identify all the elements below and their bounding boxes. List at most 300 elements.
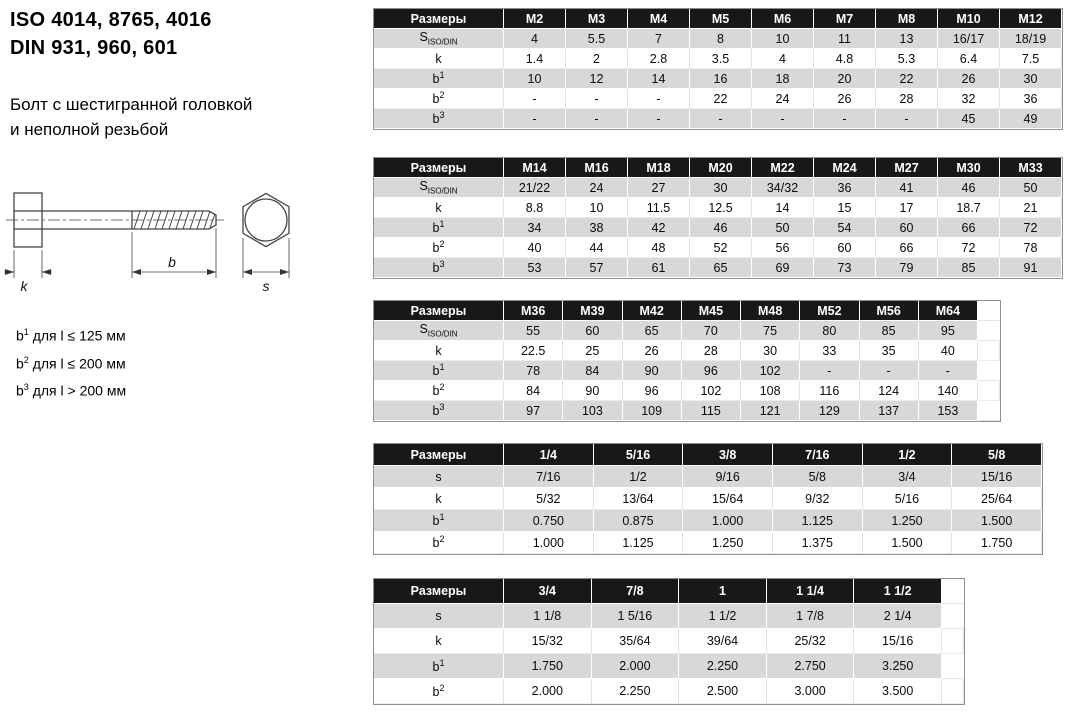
value-cell: 5.5 [566, 29, 628, 49]
value-cell: 40 [504, 238, 566, 258]
value-cell: 35 [860, 341, 919, 361]
bolt-technical-drawing [4, 184, 314, 298]
value-cell: 75 [741, 321, 800, 341]
value-cell: 44 [566, 238, 628, 258]
value-cell: 8.8 [504, 198, 566, 218]
value-cell: 11.5 [628, 198, 690, 218]
col-header-M64: M64 [919, 301, 978, 321]
empty-cell [942, 629, 964, 654]
value-cell: 3.5 [690, 49, 752, 69]
value-cell: 1.000 [504, 532, 594, 554]
table-row-b1 [374, 510, 1042, 532]
value-cell: 124 [860, 381, 919, 401]
table-row-b2 [374, 532, 1042, 554]
value-cell: 15/16 [854, 629, 942, 654]
table-row-b2 [374, 679, 964, 704]
value-cell: 1.000 [683, 510, 773, 532]
value-cell: 2.500 [679, 679, 767, 704]
value-cell: 46 [690, 218, 752, 238]
table-row-b1 [374, 69, 1062, 89]
row-label: $b^3$ [374, 401, 504, 421]
note-b1-text: для l ≤ 125 мм [28, 327, 126, 344]
value-cell: 50 [1000, 178, 1062, 198]
value-cell: 66 [938, 218, 1000, 238]
iso-standards-line: ISO 4014, 8765, 4016 [10, 9, 212, 31]
value-cell: 16/17 [938, 29, 1000, 49]
value-cell: 1.750 [952, 532, 1042, 554]
value-cell: 22 [876, 69, 938, 89]
value-cell: 12.5 [690, 198, 752, 218]
col-header-M33: M33 [1000, 158, 1062, 178]
description-line-2: и неполной резьбой [10, 120, 169, 139]
col-header-1-4: 1/4 [504, 444, 594, 466]
value-cell: 2.250 [592, 679, 680, 704]
value-cell: 25 [563, 341, 622, 361]
value-cell: 8 [690, 29, 752, 49]
col-header-M6: M6 [752, 9, 814, 29]
dimension-labels [21, 254, 270, 294]
note-b3 [16, 375, 126, 403]
value-cell: 30 [741, 341, 800, 361]
col-header-1-2: 1/2 [863, 444, 953, 466]
din-standards-line: DIN 931, 960, 601 [10, 37, 178, 59]
description-line-1: Болт с шестигранной головкой [10, 95, 253, 114]
col-header-M8: M8 [876, 9, 938, 29]
row-label: $b^3$ [374, 258, 504, 278]
table-row-s [374, 466, 1042, 488]
value-cell: 73 [814, 258, 876, 278]
value-cell: 46 [938, 178, 1000, 198]
value-cell: 91 [1000, 258, 1062, 278]
value-cell: 78 [504, 361, 563, 381]
value-cell: 2.000 [592, 654, 680, 679]
dim-label-s: s [262, 278, 270, 294]
row-label: k [374, 341, 504, 361]
col-header-sizes: Размеры [374, 158, 504, 178]
value-cell: 15 [814, 198, 876, 218]
value-cell: 35/64 [592, 629, 680, 654]
col-header-sizes: Размеры [374, 444, 504, 466]
row-label: s [374, 604, 504, 629]
value-cell: 18.7 [938, 198, 1000, 218]
note-b2 [16, 348, 126, 376]
row-label: $b^1$ [374, 218, 504, 238]
table-row-S [374, 29, 1062, 49]
empty-cell [978, 321, 1000, 341]
value-cell: 39/64 [679, 629, 767, 654]
value-cell: 85 [860, 321, 919, 341]
value-cell: 33 [800, 341, 859, 361]
value-cell: 0.750 [504, 510, 594, 532]
table-header-row [374, 158, 1062, 178]
product-description [10, 92, 252, 142]
value-cell: 26 [814, 89, 876, 109]
value-cell: 153 [919, 401, 978, 421]
table-row-b2 [374, 238, 1062, 258]
value-cell: 60 [563, 321, 622, 341]
value-cell: - [860, 361, 919, 381]
dimension-table-inch-1-4-to-5-8 [373, 443, 1043, 555]
value-cell: 15/32 [504, 629, 592, 654]
value-cell: 5.3 [876, 49, 938, 69]
value-cell: - [504, 89, 566, 109]
value-cell: 11 [814, 29, 876, 49]
value-cell: 70 [682, 321, 741, 341]
col-header-M2: M2 [504, 9, 566, 29]
row-label: $b^1$ [374, 654, 504, 679]
value-cell: 84 [563, 361, 622, 381]
col-header-M16: M16 [566, 158, 628, 178]
value-cell: 2 1/4 [854, 604, 942, 629]
value-cell: 16 [690, 69, 752, 89]
value-cell: 140 [919, 381, 978, 401]
value-cell: 109 [623, 401, 682, 421]
value-cell: 30 [690, 178, 752, 198]
note-b3-sup: 3 [23, 382, 29, 393]
col-header-sizes: Размеры [374, 579, 504, 604]
value-cell: 9/32 [773, 488, 863, 510]
value-cell: 34 [504, 218, 566, 238]
value-cell: 2.8 [628, 49, 690, 69]
table-header-row [374, 301, 1000, 321]
value-cell: 13 [876, 29, 938, 49]
col-header-M30: M30 [938, 158, 1000, 178]
col-header-M27: M27 [876, 158, 938, 178]
dimension-table-metric-m36-m64 [373, 300, 1001, 422]
value-cell: 7 [628, 29, 690, 49]
col-header-sizes: Размеры [374, 9, 504, 29]
col-header-3-8: 3/8 [683, 444, 773, 466]
value-cell: 9/16 [683, 466, 773, 488]
value-cell: 1.375 [773, 532, 863, 554]
note-b1-symbol: b [16, 327, 24, 344]
value-cell: 10 [566, 198, 628, 218]
dimension-table-metric-m14-m33 [373, 157, 1063, 279]
row-label: $b^1$ [374, 69, 504, 89]
col-header-sizes: Размеры [374, 301, 504, 321]
value-cell: 38 [566, 218, 628, 238]
value-cell: 56 [752, 238, 814, 258]
value-cell: 4.8 [814, 49, 876, 69]
value-cell: 14 [628, 69, 690, 89]
empty-cell [978, 341, 1000, 361]
note-b1 [16, 320, 126, 348]
value-cell: 60 [814, 238, 876, 258]
table-row-k [374, 629, 964, 654]
value-cell: 42 [628, 218, 690, 238]
value-cell: 115 [682, 401, 741, 421]
col-header-M39: M39 [563, 301, 622, 321]
empty-cell [942, 679, 964, 704]
value-cell: 103 [563, 401, 622, 421]
value-cell: 24 [752, 89, 814, 109]
value-cell: 55 [504, 321, 563, 341]
row-label: $b^1$ [374, 510, 504, 532]
value-cell: 25/32 [767, 629, 855, 654]
col-header-M52: M52 [800, 301, 859, 321]
value-cell: 22.5 [504, 341, 563, 361]
row-label: $S_{ISO/DIN}$ [374, 178, 504, 198]
value-cell: 69 [752, 258, 814, 278]
col-header-M7: M7 [814, 9, 876, 29]
value-cell: 116 [800, 381, 859, 401]
table-metric-m14-m33 [373, 157, 1063, 279]
col-header-1: 1 [679, 579, 767, 604]
value-cell: 34/32 [752, 178, 814, 198]
value-cell: 20 [814, 69, 876, 89]
value-cell: 1 7/8 [767, 604, 855, 629]
table-metric-m36-m64 [373, 300, 1001, 422]
note-b1-sup: 1 [23, 327, 29, 337]
value-cell: 1.4 [504, 49, 566, 69]
value-cell: 49 [1000, 109, 1062, 129]
col-header-M14: M14 [504, 158, 566, 178]
value-cell: 3/4 [863, 466, 953, 488]
value-cell: 52 [690, 238, 752, 258]
empty-cell [978, 381, 1000, 401]
row-label: $S_{ISO/DIN}$ [374, 321, 504, 341]
value-cell: 18 [752, 69, 814, 89]
value-cell: 108 [741, 381, 800, 401]
table-row-b1 [374, 654, 964, 679]
col-header-1-1-4: 1 1/4 [767, 579, 855, 604]
value-cell: 121 [741, 401, 800, 421]
value-cell: 137 [860, 401, 919, 421]
value-cell: 41 [876, 178, 938, 198]
table-row-k [374, 341, 1000, 361]
value-cell: 5/32 [504, 488, 594, 510]
table-row-k [374, 488, 1042, 510]
value-cell: 96 [623, 381, 682, 401]
value-cell: 79 [876, 258, 938, 278]
row-label: $b^2$ [374, 238, 504, 258]
col-header-3-4: 3/4 [504, 579, 592, 604]
row-label: $b^1$ [374, 361, 504, 381]
row-label: $b^2$ [374, 381, 504, 401]
value-cell: - [919, 361, 978, 381]
value-cell: 60 [876, 218, 938, 238]
value-cell: 90 [563, 381, 622, 401]
thread-length-notes [16, 320, 126, 403]
value-cell: - [752, 109, 814, 129]
col-header-5-16: 5/16 [594, 444, 684, 466]
value-cell: 53 [504, 258, 566, 278]
value-cell: 72 [938, 238, 1000, 258]
value-cell: 65 [623, 321, 682, 341]
value-cell: 1.125 [773, 510, 863, 532]
value-cell: - [690, 109, 752, 129]
value-cell: 1 1/8 [504, 604, 592, 629]
col-header-M5: M5 [690, 9, 752, 29]
table-row-b1 [374, 361, 1000, 381]
hexagon-outline [243, 193, 289, 246]
value-cell: 7/16 [504, 466, 594, 488]
col-header-M20: M20 [690, 158, 752, 178]
value-cell: 48 [628, 238, 690, 258]
value-cell: 1.750 [504, 654, 592, 679]
table-row-s [374, 604, 964, 629]
value-cell: 26 [623, 341, 682, 361]
col-header-M24: M24 [814, 158, 876, 178]
value-cell: 15/16 [952, 466, 1042, 488]
value-cell: 80 [800, 321, 859, 341]
dim-label-k: k [20, 278, 28, 294]
value-cell: 21 [1000, 198, 1062, 218]
col-header-5-8: 5/8 [952, 444, 1042, 466]
table-row-b1 [374, 218, 1062, 238]
dimension-table-metric-m2-m12 [373, 8, 1063, 130]
bolt-hex-end-view [243, 193, 289, 246]
col-header-M45: M45 [682, 301, 741, 321]
value-cell: 45 [938, 109, 1000, 129]
value-cell: 129 [800, 401, 859, 421]
empty-cell [978, 301, 1000, 321]
value-cell: 50 [752, 218, 814, 238]
value-cell: 3.500 [854, 679, 942, 704]
empty-cell [942, 604, 964, 629]
value-cell: 5/8 [773, 466, 863, 488]
value-cell: 28 [682, 341, 741, 361]
col-header-M48: M48 [741, 301, 800, 321]
value-cell: 14 [752, 198, 814, 218]
value-cell: - [800, 361, 859, 381]
row-label: $b^2$ [374, 89, 504, 109]
table-header-row [374, 579, 964, 604]
row-label: $b^2$ [374, 532, 504, 554]
value-cell: 24 [566, 178, 628, 198]
value-cell: - [566, 89, 628, 109]
table-row-k [374, 49, 1062, 69]
row-label: s [374, 466, 504, 488]
row-label: $b^2$ [374, 679, 504, 704]
value-cell: 97 [504, 401, 563, 421]
note-b3-text: для l > 200 мм [28, 382, 127, 399]
table-inch-large [373, 578, 965, 705]
value-cell: 10 [752, 29, 814, 49]
empty-cell [942, 654, 964, 679]
value-cell: 2.750 [767, 654, 855, 679]
value-cell: 4 [752, 49, 814, 69]
note-b2-symbol: b [16, 355, 24, 372]
value-cell: - [628, 109, 690, 129]
value-cell: 72 [1000, 218, 1062, 238]
value-cell: 22 [690, 89, 752, 109]
value-cell: 1.250 [863, 510, 953, 532]
empty-cell [942, 579, 964, 604]
value-cell: 1/2 [594, 466, 684, 488]
col-header-M22: M22 [752, 158, 814, 178]
dim-label-b: b [168, 254, 176, 270]
value-cell: 90 [623, 361, 682, 381]
col-header-M56: M56 [860, 301, 919, 321]
value-cell: 96 [682, 361, 741, 381]
value-cell: 7.5 [1000, 49, 1062, 69]
value-cell: 36 [814, 178, 876, 198]
value-cell: 102 [682, 381, 741, 401]
value-cell: 4 [504, 29, 566, 49]
value-cell: 13/64 [594, 488, 684, 510]
value-cell: 2.000 [504, 679, 592, 704]
value-cell: 28 [876, 89, 938, 109]
value-cell: 84 [504, 381, 563, 401]
table-row-b2 [374, 89, 1062, 109]
value-cell: 95 [919, 321, 978, 341]
col-header-M3: M3 [566, 9, 628, 29]
note-b2-text: для l ≤ 200 мм [28, 355, 126, 372]
table-row-k [374, 198, 1062, 218]
row-label: k [374, 629, 504, 654]
table-row-b3 [374, 258, 1062, 278]
value-cell: 36 [1000, 89, 1062, 109]
value-cell: 65 [690, 258, 752, 278]
value-cell: 25/64 [952, 488, 1042, 510]
row-label: k [374, 198, 504, 218]
col-header-7-8: 7/8 [592, 579, 680, 604]
row-label: $b^3$ [374, 109, 504, 129]
value-cell: 1.500 [952, 510, 1042, 532]
table-row-b2 [374, 381, 1000, 401]
value-cell: 78 [1000, 238, 1062, 258]
empty-cell [978, 361, 1000, 381]
value-cell: 18/19 [1000, 29, 1062, 49]
value-cell: 1.125 [594, 532, 684, 554]
table-metric-m2-m12 [373, 8, 1063, 130]
table-row-b3 [374, 109, 1062, 129]
value-cell: 30 [1000, 69, 1062, 89]
value-cell: 3.000 [767, 679, 855, 704]
value-cell: 61 [628, 258, 690, 278]
value-cell: - [628, 89, 690, 109]
col-header-1-1-2: 1 1/2 [854, 579, 942, 604]
value-cell: 102 [741, 361, 800, 381]
table-inch-small [373, 443, 1043, 555]
table-row-S [374, 178, 1062, 198]
value-cell: 1 5/16 [592, 604, 680, 629]
value-cell: 26 [938, 69, 1000, 89]
value-cell: 15/64 [683, 488, 773, 510]
value-cell: - [504, 109, 566, 129]
value-cell: 12 [566, 69, 628, 89]
value-cell: 21/22 [504, 178, 566, 198]
col-header-M10: M10 [938, 9, 1000, 29]
value-cell: 66 [876, 238, 938, 258]
inscribed-circle [245, 199, 287, 241]
value-cell: 1.250 [683, 532, 773, 554]
value-cell: - [566, 109, 628, 129]
value-cell: 17 [876, 198, 938, 218]
value-cell: 85 [938, 258, 1000, 278]
row-label: $S_{ISO/DIN}$ [374, 29, 504, 49]
standards-title [10, 6, 212, 62]
value-cell: 10 [504, 69, 566, 89]
col-header-M36: M36 [504, 301, 563, 321]
value-cell: - [814, 109, 876, 129]
value-cell: 54 [814, 218, 876, 238]
table-row-b3 [374, 401, 1000, 421]
col-header-M4: M4 [628, 9, 690, 29]
value-cell: 3.250 [854, 654, 942, 679]
row-label: k [374, 49, 504, 69]
value-cell: 1 1/2 [679, 604, 767, 629]
value-cell: 32 [938, 89, 1000, 109]
row-label: k [374, 488, 504, 510]
col-header-M42: M42 [623, 301, 682, 321]
value-cell: 6.4 [938, 49, 1000, 69]
bolt-side-view [6, 193, 224, 247]
value-cell: 0.875 [594, 510, 684, 532]
note-b2-sup: 2 [23, 354, 29, 365]
value-cell: 40 [919, 341, 978, 361]
